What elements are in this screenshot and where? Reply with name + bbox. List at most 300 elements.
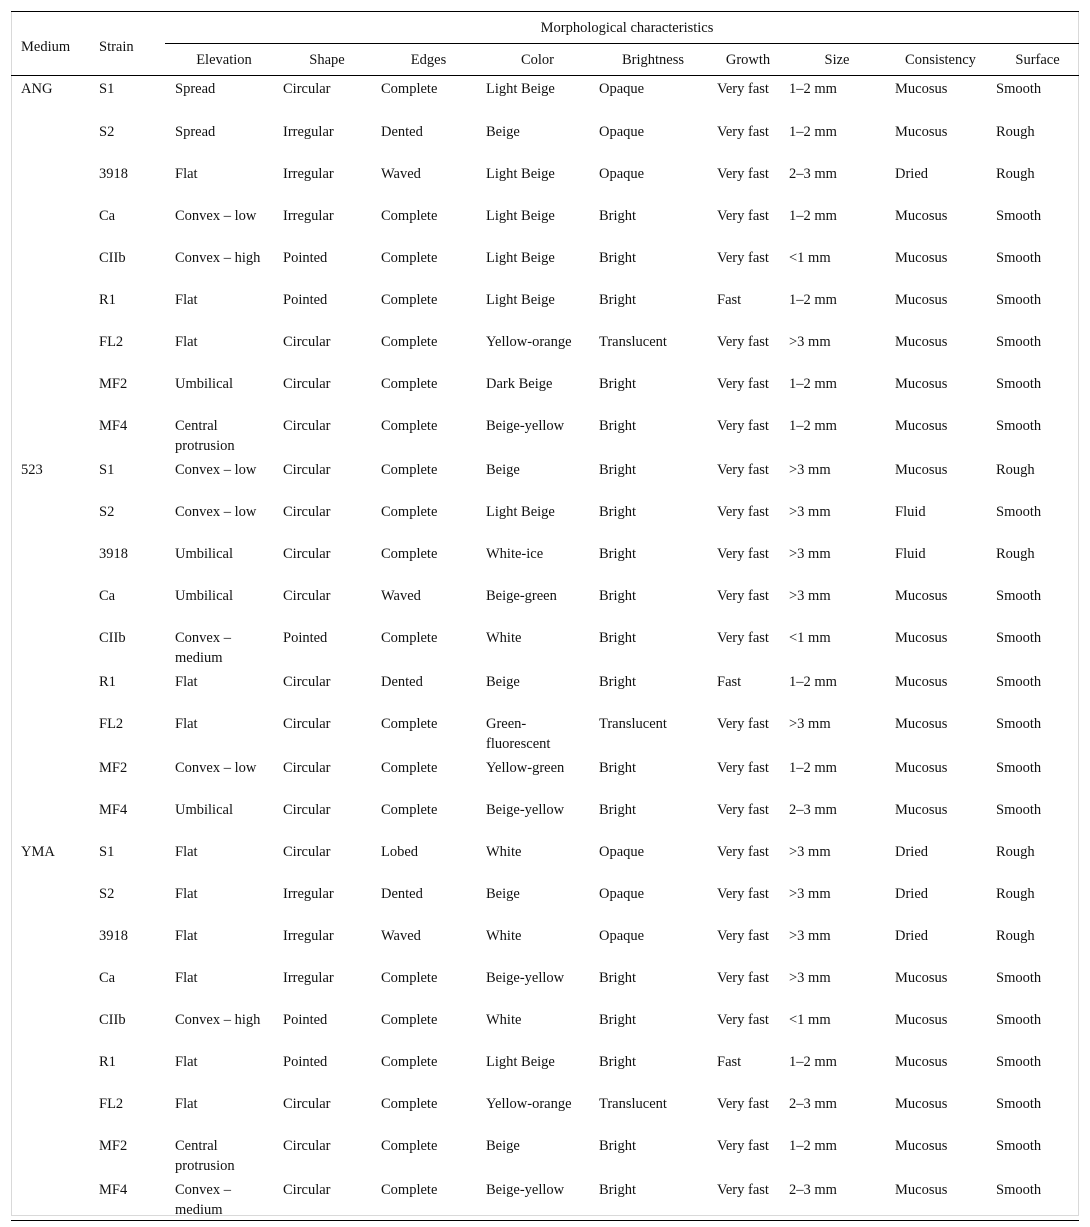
cell-consistency: Dried [895, 927, 929, 944]
cell-color: Light Beige [486, 503, 555, 520]
header-morphological-characteristics: Morphological characteristics [165, 12, 1079, 44]
cell-brightness: Bright [599, 291, 637, 308]
cell-size: >3 mm [789, 545, 831, 562]
cell-size: >3 mm [789, 587, 831, 604]
cell-edges: Complete [381, 207, 438, 224]
cell-elevation: Umbilical [175, 545, 233, 562]
cell-strain: R1 [99, 291, 116, 308]
cell-medium [11, 498, 89, 540]
cell-size: 1–2 mm [789, 375, 837, 392]
cell-brightness: Translucent [599, 333, 667, 350]
cell-edges: Complete [381, 1053, 438, 1070]
morphology-table [11, 11, 1079, 1221]
header-brightness: Brightness [589, 44, 707, 76]
cell-consistency: Dried [895, 885, 929, 902]
cell-color: Beige [486, 461, 520, 478]
cell-edges: Complete [381, 1137, 438, 1154]
cell-brightness: Opaque [599, 843, 645, 860]
cell-strain: CIIb [99, 249, 126, 266]
header-shape: Shape [273, 44, 371, 76]
cell-consistency: Fluid [895, 503, 926, 520]
cell-edges: Complete [381, 759, 438, 776]
cell-elevation: Convex – medium [165, 1176, 273, 1221]
cell-shape: Circular [283, 843, 331, 860]
cell-medium [11, 202, 89, 244]
cell-elevation: Umbilical [175, 375, 233, 392]
cell-size: 1–2 mm [789, 417, 837, 434]
cell-color: Beige-yellow [486, 417, 565, 434]
cell-consistency: Mucosus [895, 461, 948, 478]
cell-surface: Smooth [996, 333, 1042, 350]
cell-consistency: Mucosus [895, 249, 948, 266]
cell-consistency: Mucosus [895, 801, 948, 818]
table-row [11, 1132, 1079, 1176]
cell-elevation: Convex – high [175, 1011, 261, 1028]
table-row [11, 286, 1079, 328]
cell-growth: Very fast [717, 249, 769, 266]
cell-shape: Circular [283, 417, 331, 434]
table-row [11, 880, 1079, 922]
cell-surface: Rough [996, 927, 1035, 944]
cell-brightness: Bright [599, 673, 637, 690]
cell-strain: MF2 [99, 375, 128, 392]
cell-brightness: Bright [599, 417, 637, 434]
cell-color: Yellow-green [486, 759, 565, 776]
cell-edges: Complete [381, 249, 438, 266]
cell-brightness: Bright [599, 1137, 637, 1154]
table-row [11, 498, 1079, 540]
cell-surface: Smooth [996, 1137, 1042, 1154]
cell-color: Yellow-orange [486, 333, 572, 350]
header-strain: Strain [89, 12, 165, 76]
cell-color: Dark Beige [486, 375, 553, 392]
cell-brightness: Bright [599, 801, 637, 818]
cell-color: White [486, 927, 522, 944]
cell-medium [11, 370, 89, 412]
cell-color: Beige-yellow [486, 969, 565, 986]
cell-consistency: Mucosus [885, 1176, 986, 1221]
cell-growth: Very fast [717, 165, 769, 182]
cell-brightness: Bright [599, 587, 637, 604]
cell-consistency: Mucosus [895, 333, 948, 350]
cell-shape: Circular [283, 759, 331, 776]
cell-elevation: Umbilical [175, 587, 233, 604]
cell-color: Light Beige [486, 291, 555, 308]
cell-growth: Very fast [717, 461, 769, 478]
table-row [11, 838, 1079, 880]
cell-medium [11, 160, 89, 202]
table-row [11, 328, 1079, 370]
cell-brightness: Bright [599, 375, 637, 392]
cell-color: Beige [486, 673, 520, 690]
cell-growth: Fast [717, 673, 742, 690]
cell-growth: Very fast [717, 801, 769, 818]
cell-elevation: Umbilical [175, 801, 233, 818]
table-row [11, 370, 1079, 412]
table-row [11, 922, 1079, 964]
cell-elevation: Flat [175, 673, 198, 690]
cell-growth: Very fast [717, 1095, 769, 1112]
table-row [11, 202, 1079, 244]
cell-shape: Circular [283, 715, 331, 732]
cell-strain: CIIb [99, 1011, 126, 1028]
cell-size: 1–2 mm [789, 673, 837, 690]
cell-elevation: Convex – low [175, 461, 257, 478]
cell-medium [11, 964, 89, 1006]
cell-brightness: Bright [599, 545, 637, 562]
cell-size: >3 mm [789, 969, 831, 986]
cell-color: Light Beige [486, 207, 555, 224]
cell-surface: Smooth [996, 375, 1042, 392]
cell-consistency: Mucosus [895, 1053, 948, 1070]
cell-medium [11, 328, 89, 370]
cell-size: 2–3 mm [789, 165, 837, 182]
cell-color: Light Beige [486, 81, 555, 97]
cell-medium [11, 624, 89, 668]
cell-shape: Circular [283, 1095, 331, 1112]
table-row [11, 412, 1079, 456]
cell-growth: Very fast [717, 1011, 769, 1028]
table-header [11, 12, 1079, 76]
cell-consistency: Fluid [895, 545, 926, 562]
cell-medium [11, 1176, 89, 1221]
cell-strain: 3918 [99, 545, 128, 562]
cell-consistency: Mucosus [895, 81, 948, 97]
cell-surface: Smooth [996, 587, 1042, 604]
cell-consistency: Mucosus [895, 417, 948, 434]
cell-color: White [486, 1011, 522, 1028]
cell-size: >3 mm [789, 333, 831, 350]
cell-surface: Smooth [996, 715, 1042, 732]
cell-strain: S1 [99, 461, 115, 478]
cell-edges: Dented [381, 123, 423, 140]
cell-brightness: Translucent [599, 1095, 667, 1112]
cell-growth: Very fast [717, 927, 769, 944]
cell-edges: Waved [381, 165, 421, 182]
cell-elevation: Flat [175, 1095, 198, 1112]
cell-surface: Smooth [996, 207, 1042, 224]
table-row [11, 118, 1079, 160]
cell-medium [11, 754, 89, 796]
cell-shape: Irregular [283, 165, 334, 182]
cell-size: 1–2 mm [789, 1053, 837, 1070]
cell-medium [11, 1090, 89, 1132]
cell-strain: CIIb [99, 629, 126, 646]
cell-consistency: Dried [895, 165, 929, 182]
cell-elevation: Flat [175, 291, 198, 308]
cell-strain: S1 [99, 81, 115, 97]
table-row [11, 796, 1079, 838]
cell-edges: Complete [381, 375, 438, 392]
cell-brightness: Opaque [599, 165, 645, 182]
cell-edges: Dented [381, 885, 423, 902]
cell-edges: Lobed [381, 843, 419, 860]
cell-shape: Pointed [283, 249, 328, 266]
cell-edges: Complete [381, 81, 438, 97]
cell-shape: Circular [283, 333, 331, 350]
cell-size: <1 mm [789, 249, 831, 266]
cell-size: <1 mm [789, 629, 831, 646]
cell-elevation: Spread [175, 81, 216, 97]
cell-growth: Very fast [717, 843, 769, 860]
cell-medium [11, 582, 89, 624]
cell-elevation: Central protrusion [175, 1137, 235, 1174]
cell-shape: Circular [283, 375, 331, 392]
cell-elevation: Convex – high [175, 249, 261, 266]
cell-color: Green-fluorescent [486, 715, 551, 752]
cell-edges: Complete [381, 545, 438, 562]
cell-medium [11, 710, 89, 754]
table-row [11, 1176, 1079, 1221]
cell-edges: Complete [381, 461, 438, 478]
cell-medium: 523 [21, 461, 43, 478]
cell-consistency: Mucosus [895, 375, 948, 392]
table-row [11, 456, 1079, 498]
cell-surface: Smooth [996, 249, 1042, 266]
cell-growth: Very fast [707, 1176, 779, 1221]
header-edges: Edges [371, 44, 476, 76]
cell-strain: 3918 [99, 165, 128, 182]
cell-consistency: Mucosus [895, 1137, 948, 1154]
cell-strain: S2 [99, 123, 115, 140]
cell-consistency: Mucosus [895, 673, 948, 690]
cell-edges: Complete [381, 629, 438, 646]
cell-consistency: Mucosus [895, 1011, 948, 1028]
cell-medium: YMA [21, 843, 55, 860]
table-row [11, 964, 1079, 1006]
cell-surface: Rough [996, 123, 1035, 140]
cell-size: 1–2 mm [789, 759, 837, 776]
cell-growth: Very fast [717, 123, 769, 140]
cell-growth: Fast [717, 291, 742, 308]
cell-size: 2–3 mm [789, 1095, 837, 1112]
cell-shape: Circular [283, 673, 331, 690]
cell-brightness: Bright [599, 207, 637, 224]
cell-elevation: Flat [175, 927, 198, 944]
cell-shape: Irregular [283, 123, 334, 140]
cell-growth: Very fast [717, 417, 769, 434]
cell-shape: Circular [283, 1137, 331, 1154]
cell-surface: Rough [996, 885, 1035, 902]
cell-size: >3 mm [789, 461, 831, 478]
table-row [11, 582, 1079, 624]
cell-medium [11, 1048, 89, 1090]
cell-edges: Complete [381, 969, 438, 986]
cell-growth: Very fast [717, 587, 769, 604]
cell-brightness: Bright [589, 1176, 707, 1221]
cell-edges: Waved [381, 587, 421, 604]
cell-brightness: Bright [599, 1011, 637, 1028]
cell-growth: Very fast [717, 885, 769, 902]
cell-edges: Complete [381, 1011, 438, 1028]
table-row [11, 244, 1079, 286]
cell-elevation: Flat [175, 969, 198, 986]
cell-consistency: Dried [895, 843, 929, 860]
cell-surface: Smooth [996, 1095, 1042, 1112]
cell-surface: Smooth [996, 291, 1042, 308]
cell-growth: Very fast [717, 715, 769, 732]
cell-consistency: Mucosus [895, 759, 948, 776]
cell-color: Light Beige [486, 1053, 555, 1070]
cell-size: >3 mm [789, 843, 831, 860]
cell-shape: Pointed [283, 291, 328, 308]
cell-edges: Complete [381, 291, 438, 308]
cell-strain: FL2 [99, 333, 124, 350]
table-row [11, 76, 1079, 118]
cell-growth: Very fast [717, 545, 769, 562]
cell-surface: Smooth [996, 81, 1042, 97]
cell-medium [11, 1132, 89, 1176]
cell-consistency: Mucosus [895, 969, 948, 986]
cell-shape: Circular [283, 545, 331, 562]
cell-growth: Fast [717, 1053, 742, 1070]
cell-medium: ANG [21, 81, 53, 97]
cell-medium [11, 412, 89, 456]
cell-brightness: Bright [599, 461, 637, 478]
cell-edges: Complete [371, 1176, 476, 1221]
cell-strain: MF2 [99, 759, 128, 776]
cell-medium [11, 796, 89, 838]
cell-strain: Ca [99, 969, 116, 986]
cell-color: Beige [486, 1137, 520, 1154]
cell-shape: Pointed [283, 1053, 328, 1070]
cell-strain: R1 [99, 673, 116, 690]
cell-elevation: Convex – low [175, 207, 257, 224]
cell-shape: Circular [273, 1176, 371, 1221]
cell-surface: Rough [996, 461, 1035, 478]
cell-edges: Complete [381, 801, 438, 818]
cell-elevation: Flat [175, 333, 198, 350]
cell-growth: Very fast [717, 375, 769, 392]
cell-size: >3 mm [789, 927, 831, 944]
cell-size: >3 mm [789, 503, 831, 520]
cell-elevation: Spread [175, 123, 216, 140]
cell-strain: MF4 [99, 417, 128, 434]
table-row [11, 624, 1079, 668]
cell-color: Yellow-orange [486, 1095, 572, 1112]
table-row [11, 1048, 1079, 1090]
table-row [11, 160, 1079, 202]
cell-consistency: Mucosus [895, 207, 948, 224]
cell-medium [11, 668, 89, 710]
cell-surface: Rough [996, 843, 1035, 860]
cell-color: Beige-green [486, 587, 557, 604]
table-row [11, 668, 1079, 710]
cell-growth: Very fast [717, 81, 769, 97]
cell-brightness: Opaque [599, 123, 645, 140]
header-size: Size [779, 44, 885, 76]
cell-growth: Very fast [717, 207, 769, 224]
cell-strain: S2 [99, 885, 115, 902]
header-consistency: Consistency [885, 44, 986, 76]
table-row [11, 1006, 1079, 1048]
cell-edges: Complete [381, 715, 438, 732]
cell-surface: Smooth [996, 629, 1042, 646]
cell-size: >3 mm [789, 715, 831, 732]
cell-shape: Pointed [283, 629, 328, 646]
cell-shape: Irregular [283, 885, 334, 902]
cell-strain: Ca [99, 207, 116, 224]
cell-size: 2–3 mm [779, 1176, 885, 1221]
cell-brightness: Opaque [599, 927, 645, 944]
cell-color: White [486, 629, 522, 646]
table-body [11, 76, 1079, 1221]
cell-elevation: Convex – medium [175, 629, 231, 666]
cell-strain: S1 [99, 843, 115, 860]
cell-shape: Circular [283, 461, 331, 478]
cell-shape: Irregular [283, 927, 334, 944]
cell-color: Light Beige [486, 165, 555, 182]
cell-brightness: Bright [599, 969, 637, 986]
table-row [11, 1090, 1079, 1132]
table-row [11, 754, 1079, 796]
cell-medium [11, 286, 89, 328]
cell-brightness: Bright [599, 759, 637, 776]
cell-brightness: Bright [599, 1053, 637, 1070]
cell-growth: Very fast [717, 759, 769, 776]
cell-brightness: Translucent [599, 715, 667, 732]
cell-edges: Complete [381, 417, 438, 434]
header-growth: Growth [707, 44, 779, 76]
cell-elevation: Flat [175, 843, 198, 860]
cell-elevation: Convex – low [175, 503, 257, 520]
cell-shape: Irregular [283, 969, 334, 986]
cell-surface: Smooth [996, 969, 1042, 986]
cell-color: Beige [486, 885, 520, 902]
cell-strain: MF4 [99, 801, 128, 818]
header-surface: Surface [986, 44, 1079, 76]
cell-medium [11, 118, 89, 160]
cell-brightness: Opaque [599, 81, 645, 97]
cell-medium [11, 922, 89, 964]
cell-strain: MF2 [99, 1137, 128, 1154]
cell-shape: Circular [283, 587, 331, 604]
cell-size: 2–3 mm [789, 801, 837, 818]
cell-color: White-ice [486, 545, 544, 562]
cell-edges: Complete [381, 503, 438, 520]
cell-strain: FL2 [99, 715, 124, 732]
cell-growth: Very fast [717, 503, 769, 520]
cell-surface: Smooth [996, 1053, 1042, 1070]
cell-surface: Rough [996, 165, 1035, 182]
cell-brightness: Opaque [599, 885, 645, 902]
cell-brightness: Bright [599, 629, 637, 646]
cell-medium [11, 1006, 89, 1048]
cell-surface: Smooth [996, 503, 1042, 520]
cell-growth: Very fast [717, 969, 769, 986]
cell-size: 1–2 mm [789, 123, 837, 140]
cell-size: <1 mm [789, 1011, 831, 1028]
cell-strain: Ca [99, 587, 116, 604]
cell-consistency: Mucosus [895, 587, 948, 604]
cell-medium [11, 880, 89, 922]
cell-brightness: Bright [599, 503, 637, 520]
cell-shape: Circular [283, 503, 331, 520]
cell-consistency: Mucosus [895, 629, 948, 646]
table-row [11, 710, 1079, 754]
cell-shape: Circular [283, 81, 331, 97]
cell-consistency: Mucosus [895, 123, 948, 140]
cell-elevation: Central protrusion [175, 417, 235, 454]
cell-edges: Waved [381, 927, 421, 944]
cell-elevation: Flat [175, 165, 198, 182]
cell-strain: R1 [99, 1053, 116, 1070]
cell-color: White [486, 843, 522, 860]
header-color: Color [476, 44, 589, 76]
cell-strain: S2 [99, 503, 115, 520]
cell-growth: Very fast [717, 629, 769, 646]
cell-elevation: Flat [175, 885, 198, 902]
